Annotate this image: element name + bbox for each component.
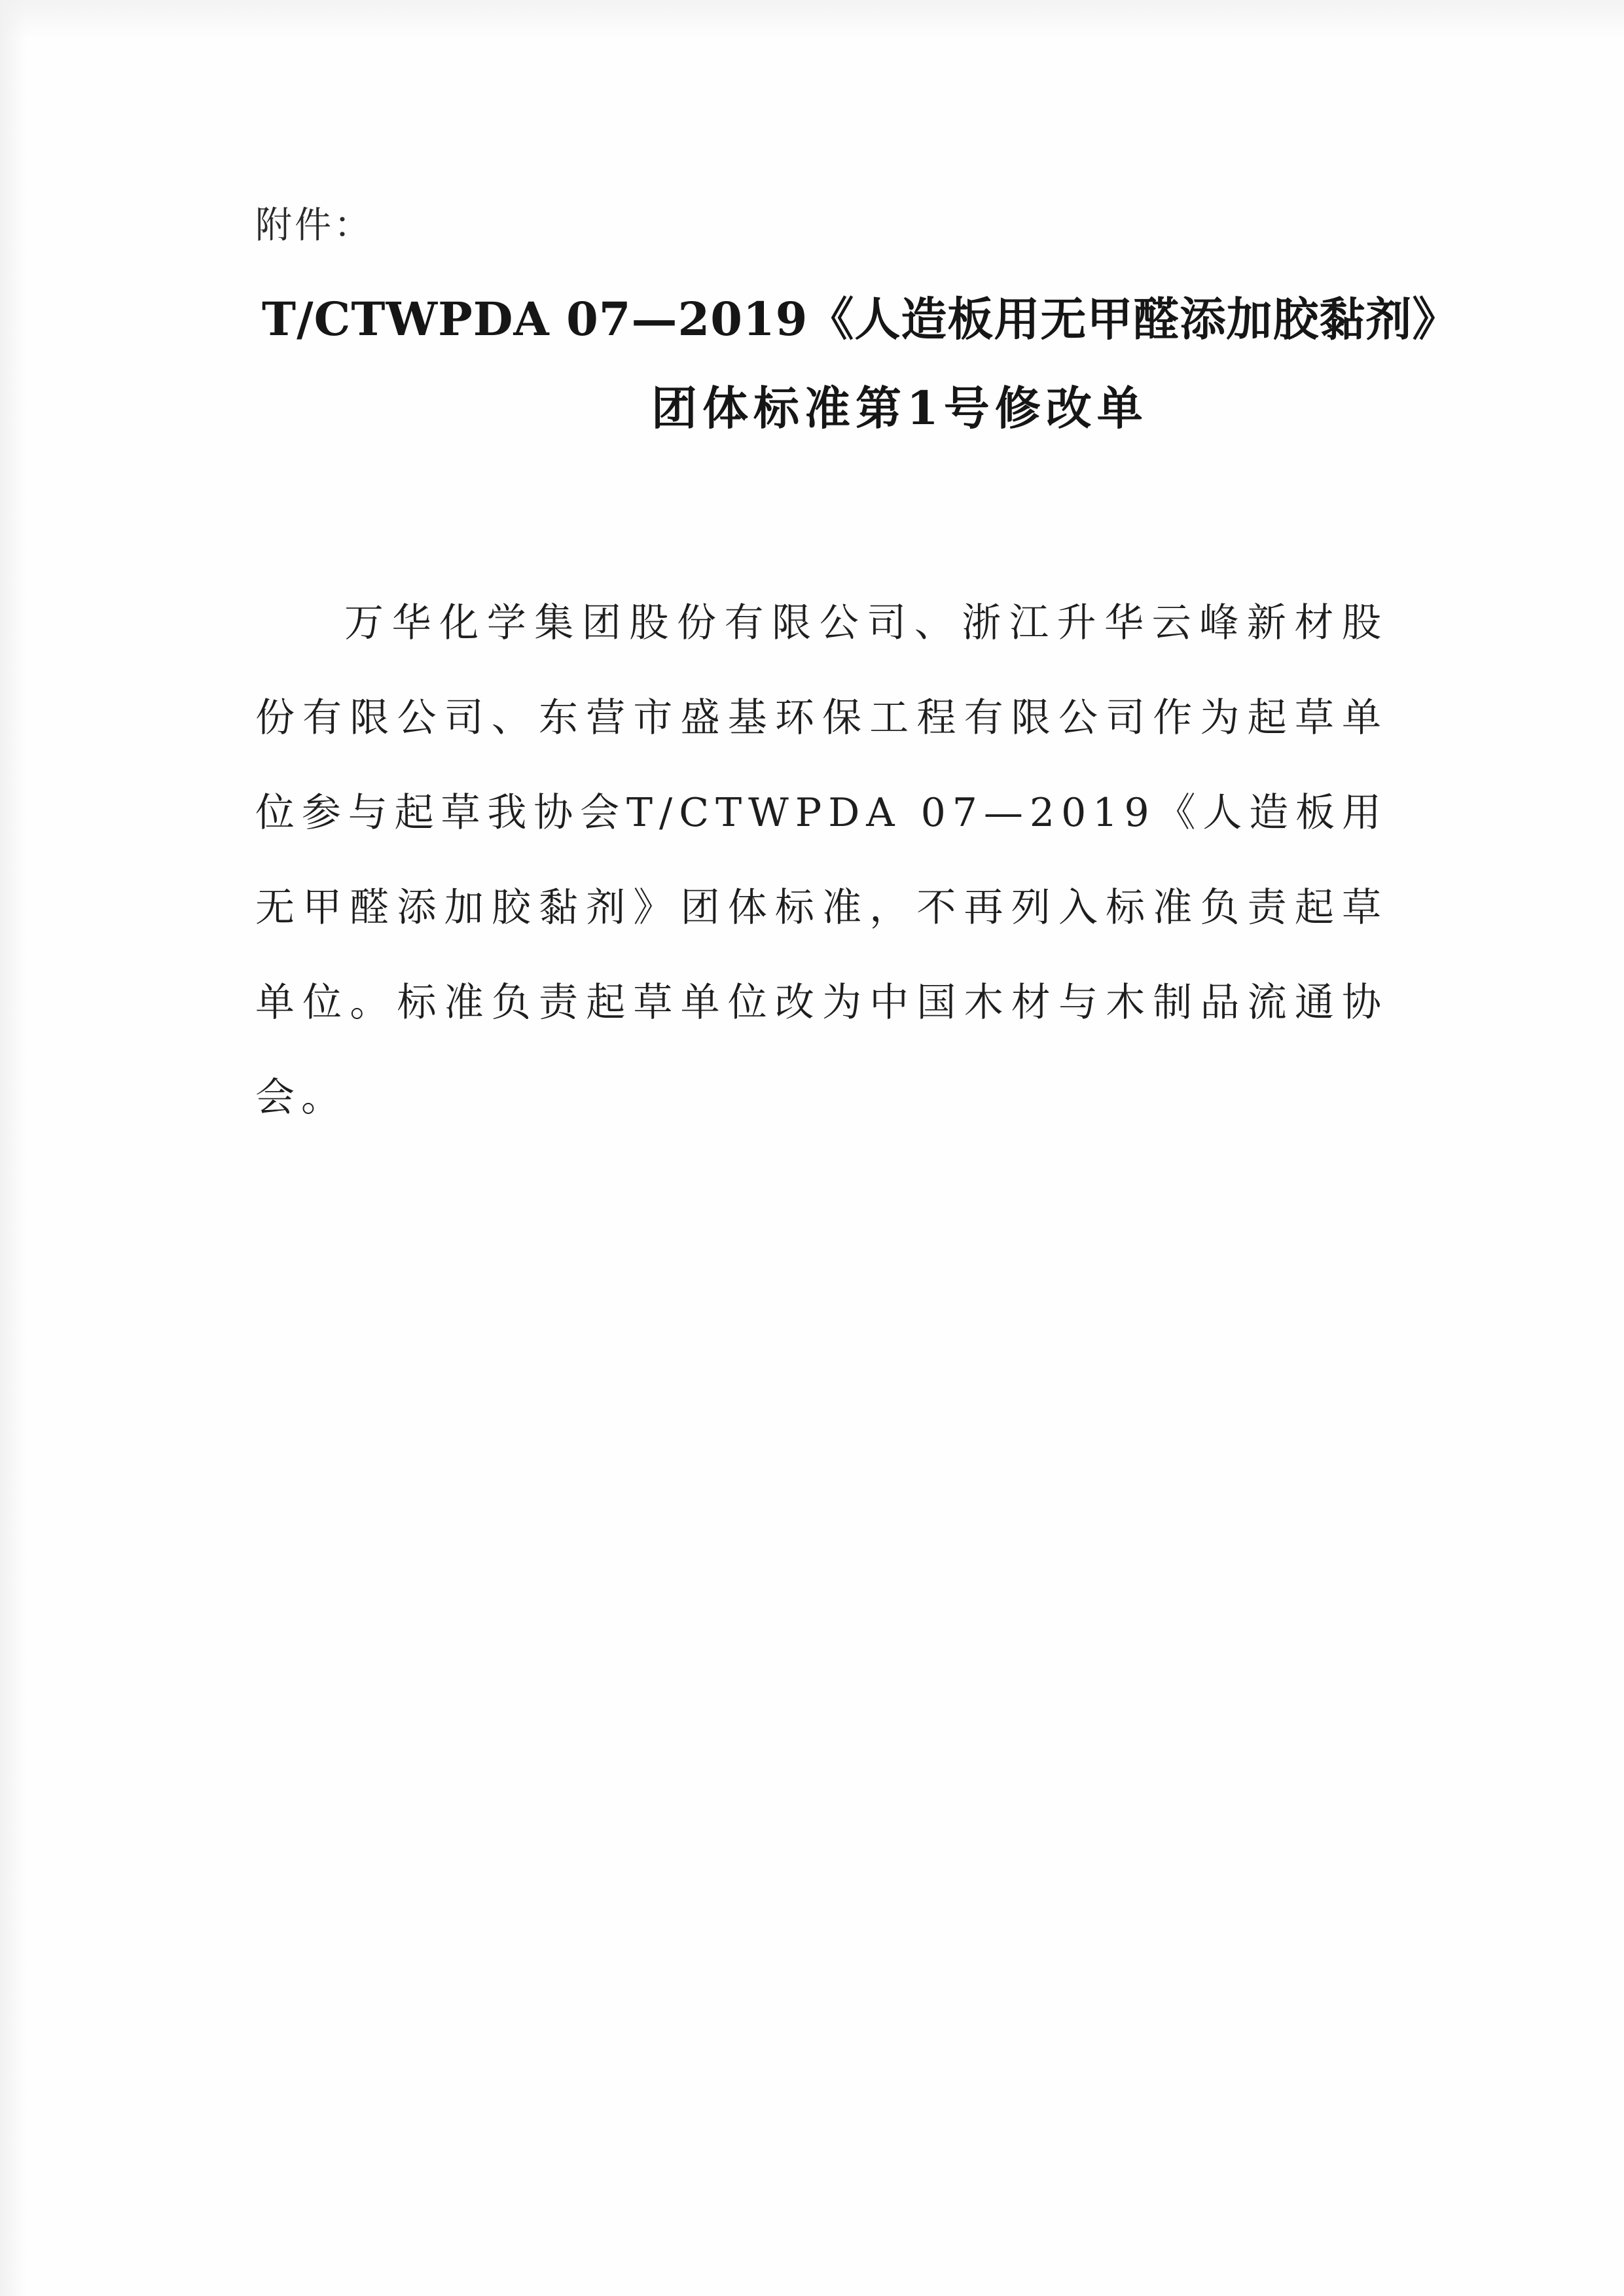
attachment-label: 附件： — [255, 204, 373, 247]
body-paragraph: 万华化学集团股份有限公司、浙江升华云峰新材股份有限公司、东营市盛基环保工程有限公司作为起草单位参与起草我协会T/CTWPDA 07—2019《人造板用无甲醛添加胶黏剂》团体标准，不再列入标准负责起草单位。标准负责起草单位改为中国木材与木制品流通协会。 — [255, 600, 1388, 1121]
scan-shade-left — [0, 0, 26, 2296]
document-title-line-2: 团体标准第1号修改单 — [651, 381, 1148, 435]
scan-shade-top — [0, 0, 1624, 39]
document-title-line-1: T/CTWPDA 07—2019《人造板用无甲醛添加胶黏剂》 — [262, 292, 1459, 346]
